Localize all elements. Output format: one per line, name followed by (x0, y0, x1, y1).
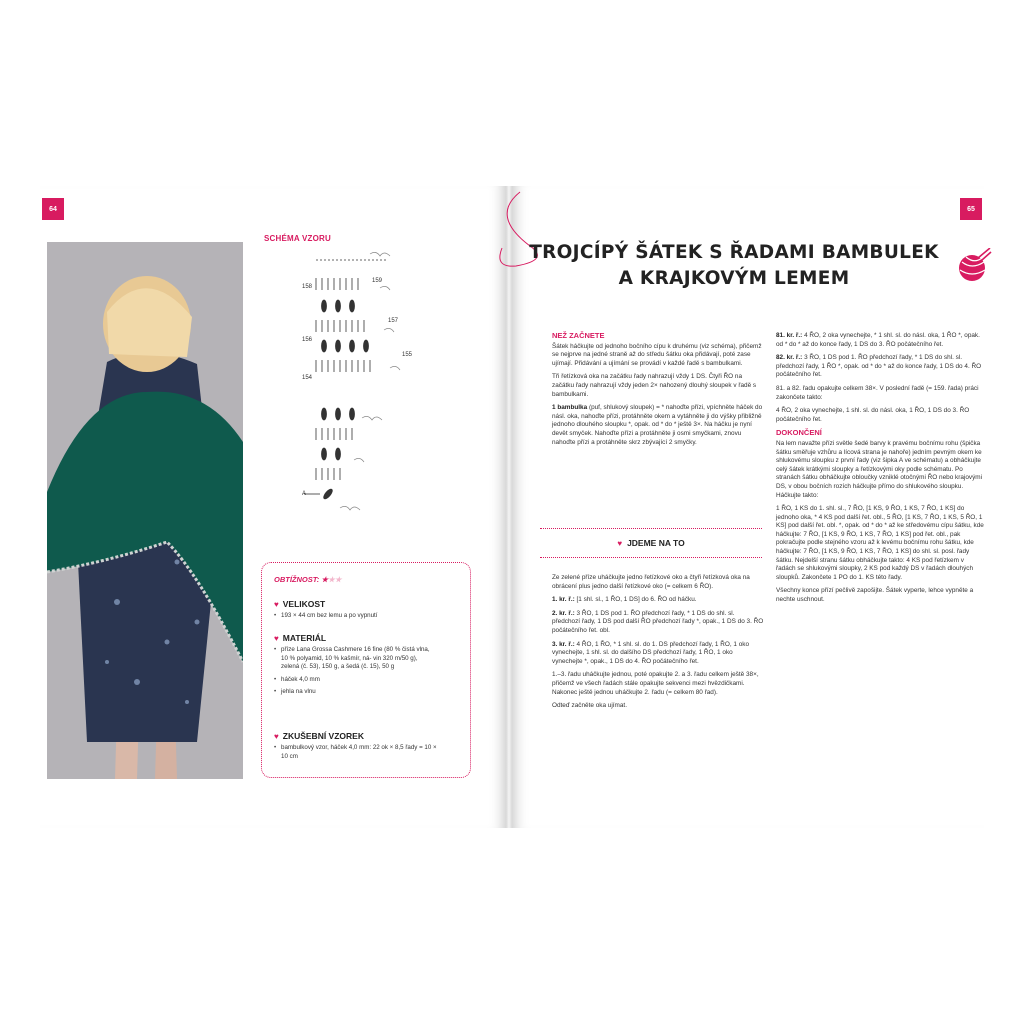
arrow-label-a: A (302, 491, 307, 497)
row-label-156: 156 (302, 337, 313, 343)
info-box (261, 562, 471, 778)
material-section (274, 633, 460, 697)
heart-icon: ♥ (274, 599, 279, 609)
dokonceni-heading: DOKONČENÍ (776, 428, 822, 438)
material-item-yarn: • příze Lana Grossa Cashmere 16 fine (80 % čistá vlna, 10 % polyamid, 10 % kašmír, ná- vin 320 m/50 g), zelená (č. 53), 150 g, a šedá (č. 15), 50 g (274, 646, 460, 672)
row-3: 3. kr. ř.: 4 ŘO, 1 ŘO, * 1 shl. sl. do 1. DS předchozí řady, 1 ŘO, 1 oko vynechejte, 1 shl. sl. do dalšího DS předchozí řady, 1 ŘO, 1 oko vynechejte *, opak., 1 DS do 4. ŘO počátečního řet. (552, 640, 750, 665)
crochet-chart (300, 248, 430, 528)
heart-icon: ♥ (617, 538, 623, 548)
bambulka-paragraph: 1 bambulka (puf, shlukový sloupek) = * nahoďte přízi, vpíchněte háček do násl. oka, nahoďte přízi, protáhněte okem a vytáhněte ji do výšky přibližně jednoho dlouhého sloupku *, opak. od * do * ještě 3×. Na háčku je nyní devět smyček. Nahoďte přízi a protáhněte ji osmi smyčkami, znovu nahoďte přízi a protáhněte skrz zbývající 2 smyčky. (552, 404, 763, 446)
row-label-157: 157 (388, 318, 399, 324)
decrease-paragraph: Odteď začněte oka ujímat. (552, 702, 627, 710)
last-row: 4 ŘO, 2 oka vynechejte, 1 shl. sl. do násl. oka, 1 ŘO, 1 DS do 3. ŘO počátečního řet. (776, 407, 970, 423)
model-photo (47, 242, 243, 779)
row-82: 82. kr. ř.: 3 ŘO, 1 DS pod 1. ŘO předchozí řady, * 1 DS do shl. sl. předchozí řady, 1 ŘO *, opak. od * do * až do konce řady, 1 DS do 4. ŘO počátečního řet. (776, 354, 982, 379)
nez-paragraph-1: Šátek háčkujte od jednoho bočního cípu k druhému (viz schéma), přičemž se nejprve na jedné straně až do středu šátku oka přidávají, poté zase ujímají. Přidávání a ujímání se provádí v každé řadě s bambulkami. (552, 342, 762, 367)
material-item-needle: • jehla na vlnu (274, 688, 460, 697)
row-label-155: 155 (402, 352, 413, 358)
model-illustration (47, 242, 243, 779)
repeat-paragraph: 1.–3. řadu uháčkujte jednou, poté opakujte 2. a 3. řadu celkem ještě 38×, přičemž ve všech řadách stále opakujte sekvenci mezi hvězdičkami. Nakonec ještě jednou uháčkujte 2. řadu (= celkem 80 řad). (552, 671, 759, 696)
difficulty-label: OBTÍŽNOST: (274, 575, 320, 584)
difficulty-row (274, 575, 342, 584)
left-page (40, 186, 506, 828)
dokonceni-paragraph-2: 1 ŘO, 1 KS do 1. shl. sl., 7 ŘO, [1 KS, 9 ŘO, 1 KS, 7 ŘO, 1 KS] do jednoho oka, * 4 KS pod další řet. obl., 5 ŘO, [1 KS, 7 ŘO, 1 KS, 5 ŘO, 1 KS] pod další řet. obl. *, opak. od * do * až ke středovému cípu šátku, kde háčkujte: 7 ŘO, [1 KS, 9 ŘO, 1 KS, 7 ŘO, 1 KS] pod řet. obl., pak pokračujte podle stejného vzoru až k levému bočnímu rohu šátku, kde háčkujte: 7 ŘO, [1 KS, 9 ŘO, 1 KS, 7 ŘO, 1 KS] do shl. sl. posl. řady šátku. Nejdelší stranu šátku obháčkujte takto: 4 KS pod řetízkem v řadách se shlukovými sloupky, 2 KS pod každý DS v řadách dlouhých sloupků. Zakončete 1 PO do 1. KS této řady. (776, 505, 984, 581)
row-2: 2. kr. ř.: 3 ŘO, 1 DS pod 1. ŘO předchozí řady, * 1 DS do shl. sl. předchozí řady, 1 DS pod další ŘO předchozí řady *, opak., 1 DS do 3. ŘO počátečního řet. obl. (552, 609, 764, 634)
column-left-instructions (552, 574, 764, 716)
difficulty-star-filled: ★ (321, 575, 329, 584)
size-item: • 193 × 44 cm bez lemu a po vypnutí (274, 612, 460, 621)
size-title: VELIKOST (282, 599, 326, 609)
page-number-right: 65 (960, 198, 982, 220)
dokonceni-paragraph-1: Na lem navažte přízi světle šedé barvy k pravému bočnímu rohu (špička šátku směřuje vzhůru a lícová strana je nahoře) jedním pevným okem ke shlukovému sloupku z první řady (viz šipka A ve schématu) a obháčkujte celý šátek krátkými sloupky a řetízkovými oky podle schématu. Po stranách šátku obháčkujte obloučky vzniklé otočnými ŘO nebo krajovými DS, v obou bočních rozích háčkujte přímo do shlukového sloupku. Háčkujte takto: (776, 439, 983, 499)
title-line-2: A KRAJKOVÝM LEMEM (618, 268, 850, 289)
repeat-81-82: 81. a 82. řadu opakujte celkem 38×. V poslední řadě (= 159. řada) práci zakončete takto: (776, 384, 979, 401)
nez-paragraph-2: Tři řetízková oka na začátku řady nahrazují vždy 1 DS. Čtyři ŘO na začátku řady nahrazují vždy jeden 2× nahozený dlouhý sloupek v řadě s bambulkami. (552, 373, 757, 398)
row-label-158: 158 (302, 284, 313, 290)
material-item-hook: • háček 4,0 mm (274, 676, 460, 685)
jdeme-paragraph-1: Ze zelené příze uháčkujte jedno řetízkové oko a čtyři řetízková oka na obrácení plus jedno další řetízkové oko (= celkem 6 ŘO). (552, 574, 750, 590)
page-number-left: 64 (42, 198, 64, 220)
gauge-section (274, 731, 460, 761)
jdeme-na-to-banner (540, 528, 762, 558)
pattern-title (524, 240, 944, 292)
row-81: 81. kr. ř.: 4 ŘO, 2 oka vynechejte, * 1 shl. sl. do násl. oka, 1 ŘO *, opak. od * do * až do konce řady, 1 DS do 3. ŘO počátečního řet. (776, 332, 980, 348)
jdeme-heading: JDEME NA TO (627, 538, 685, 548)
schema-title: SCHÉMA VZORU (264, 234, 331, 243)
row-label-154: 154 (302, 375, 313, 381)
row-label-159: 159 (372, 278, 383, 284)
difficulty-star-empty: ★★ (328, 575, 342, 584)
row-1: 1. kr. ř.: [1 shl. sl., 1 ŘO, 1 DS] do 6. ŘO od háčku. (552, 596, 697, 604)
material-title: MATERIÁL (282, 633, 327, 643)
yarn-ball-icon (956, 248, 992, 284)
heart-icon: ♥ (274, 731, 279, 741)
gauge-item: • bambulkový vzor, háček 4,0 mm: 22 ok × 8,5 řady = 10 × 10 cm (274, 744, 460, 761)
column-left-text (552, 332, 764, 452)
nez-zacnete-heading: NEŽ ZAČNETE (552, 331, 605, 340)
heart-icon: ♥ (274, 633, 279, 643)
size-section (274, 599, 460, 621)
column-right-text (776, 332, 984, 610)
dokonceni-paragraph-3: Všechny konce přízí pečlivě zapošijte. Šátek vyperte, lehce vypněte a nechte uschnout. (776, 587, 974, 604)
gauge-title: ZKUŠEBNÍ VZOREK (282, 731, 364, 741)
title-line-1: TROJCÍPÝ ŠÁTEK S ŘADAMI BAMBULEK (529, 242, 939, 263)
